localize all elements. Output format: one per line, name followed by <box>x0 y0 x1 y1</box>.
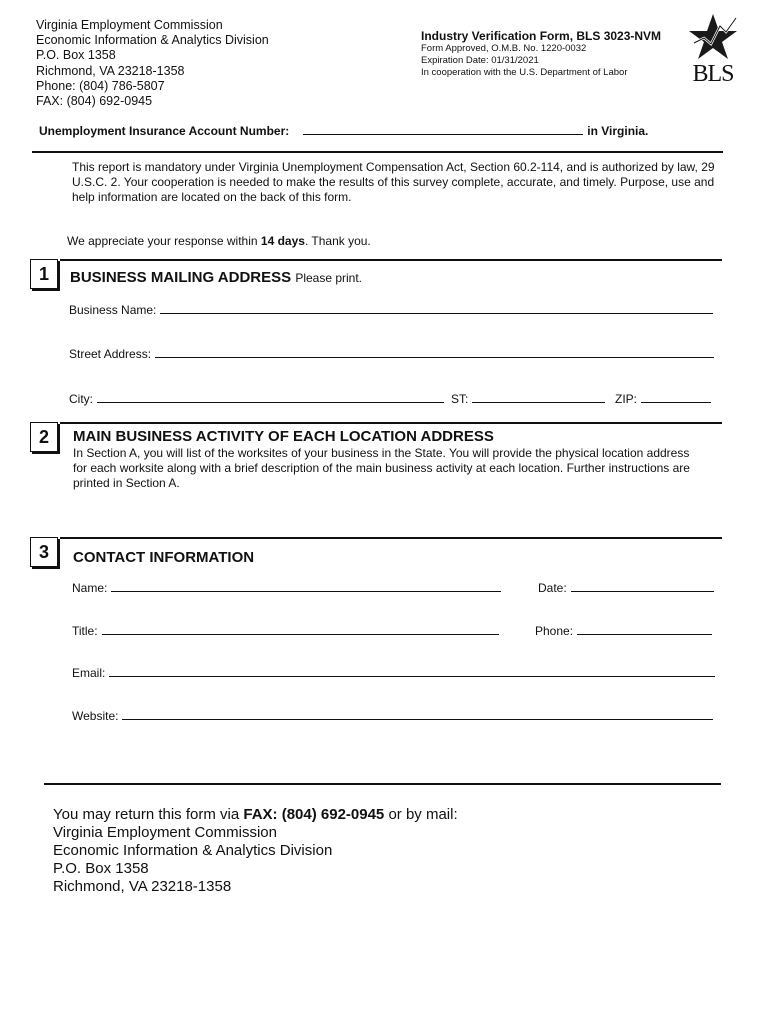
mandatory-notice: This report is mandatory under Virginia Unemployment Compensation Act, Section 60.2-114, and is authorized by law, 29 U.S.C. 2. Your cooperation is needed to make the results of this survey complete, accurate, and timely. Purpose, use and help information are located on the back of this form. <box>72 160 715 204</box>
contact-name-field[interactable] <box>111 582 501 592</box>
section-1-subtitle: Please print. <box>295 271 363 285</box>
city-label: City: <box>69 392 93 406</box>
bls-logo-text: BLS <box>692 61 734 87</box>
section-1-number: 1 <box>30 259 58 289</box>
business-name-field[interactable] <box>160 304 713 314</box>
website-label: Website: <box>72 709 119 723</box>
response-request-thanks: . Thank you. <box>304 234 371 248</box>
response-request <box>67 234 371 248</box>
return-address-line: Richmond, VA 23218-1358 <box>53 878 232 895</box>
section-3-number: 3 <box>30 537 58 567</box>
form-title: Industry Verification Form, BLS 3023-NVM <box>421 29 662 43</box>
city-field[interactable] <box>97 393 444 403</box>
agency-line: Richmond, VA 23218-1358 <box>36 63 185 78</box>
contact-title-field[interactable] <box>102 625 499 635</box>
website-row <box>72 709 713 723</box>
contact-name-label: Name: <box>72 581 108 595</box>
zip-label: ZIP: <box>615 392 638 406</box>
contact-title-label: Title: <box>72 624 98 638</box>
section-3-rule <box>60 537 722 539</box>
agency-phone: Phone: (804) 786-5807 <box>36 78 165 93</box>
header-divider <box>32 151 723 153</box>
return-intro-text: You may return this form via <box>53 806 244 823</box>
state-field[interactable] <box>472 393 605 403</box>
ui-account-label: Unemployment Insurance Account Number: <box>39 124 290 138</box>
state-row <box>451 392 605 406</box>
return-instructions <box>53 806 458 896</box>
agency-address <box>36 18 269 109</box>
phone-row <box>535 624 712 638</box>
bls-star-icon <box>684 12 742 62</box>
section-2-rule <box>60 422 722 424</box>
ui-account-suffix: in Virginia. <box>587 124 649 138</box>
street-address-label: Street Address: <box>69 347 152 361</box>
street-address-row <box>69 347 714 361</box>
date-row <box>538 581 714 595</box>
response-request-text: We appreciate your response within <box>67 234 261 248</box>
phone-field[interactable] <box>577 625 712 635</box>
return-address-line: Virginia Employment Commission <box>53 824 277 841</box>
return-address-line: Economic Information & Analytics Division <box>53 842 333 859</box>
website-field[interactable] <box>122 710 713 720</box>
agency-line: Virginia Employment Commission <box>36 18 223 32</box>
cooperation-note: In cooperation with the U.S. Department of Labor <box>421 67 628 78</box>
bls-logo <box>684 12 742 88</box>
omb-number: Form Approved, O.M.B. No. 1220-0032 <box>421 43 587 54</box>
zip-field[interactable] <box>641 393 711 403</box>
agency-line: P.O. Box 1358 <box>36 48 116 63</box>
ui-account-row <box>39 124 648 138</box>
response-deadline: 14 days <box>260 234 305 248</box>
return-address-line: P.O. Box 1358 <box>53 860 149 877</box>
section-1-rule <box>60 259 722 261</box>
business-name-label: Business Name: <box>69 303 157 317</box>
form-header <box>421 29 661 79</box>
section-1-title: BUSINESS MAILING ADDRESS <box>70 269 292 286</box>
section-1-heading <box>70 269 362 286</box>
city-row <box>69 392 444 406</box>
contact-title-row <box>72 624 499 638</box>
street-address-field[interactable] <box>155 348 714 358</box>
date-field[interactable] <box>571 582 714 592</box>
section-2-number: 2 <box>30 422 58 452</box>
phone-label: Phone: <box>535 624 574 638</box>
section-3-title: CONTACT INFORMATION <box>73 549 255 566</box>
expiration-date: Expiration Date: 01/31/2021 <box>421 55 539 66</box>
section-2-description: In Section A, you will list of the worksites of your business in the State. You will provide the physical location address for each worksite along with a brief description of the main business activity at each location. Further instructions are printed in Section A. <box>73 446 690 490</box>
footer-divider <box>44 783 721 785</box>
agency-fax: FAX: (804) 692-0945 <box>36 94 153 109</box>
email-field[interactable] <box>109 667 715 677</box>
ui-account-number-field[interactable] <box>303 124 583 135</box>
return-intro <box>53 806 458 824</box>
return-intro-mail: or by mail: <box>384 806 458 823</box>
email-row <box>72 666 715 680</box>
contact-name-row <box>72 581 501 595</box>
zip-row <box>615 392 711 406</box>
email-label: Email: <box>72 666 106 680</box>
date-label: Date: <box>538 581 567 595</box>
business-name-row <box>69 303 713 317</box>
state-label: ST: <box>451 392 469 406</box>
return-fax: FAX: (804) 692-0945 <box>243 806 385 823</box>
agency-line: Economic Information & Analytics Division <box>36 33 269 48</box>
section-2-title: MAIN BUSINESS ACTIVITY OF EACH LOCATION ADDRESS <box>73 428 494 445</box>
